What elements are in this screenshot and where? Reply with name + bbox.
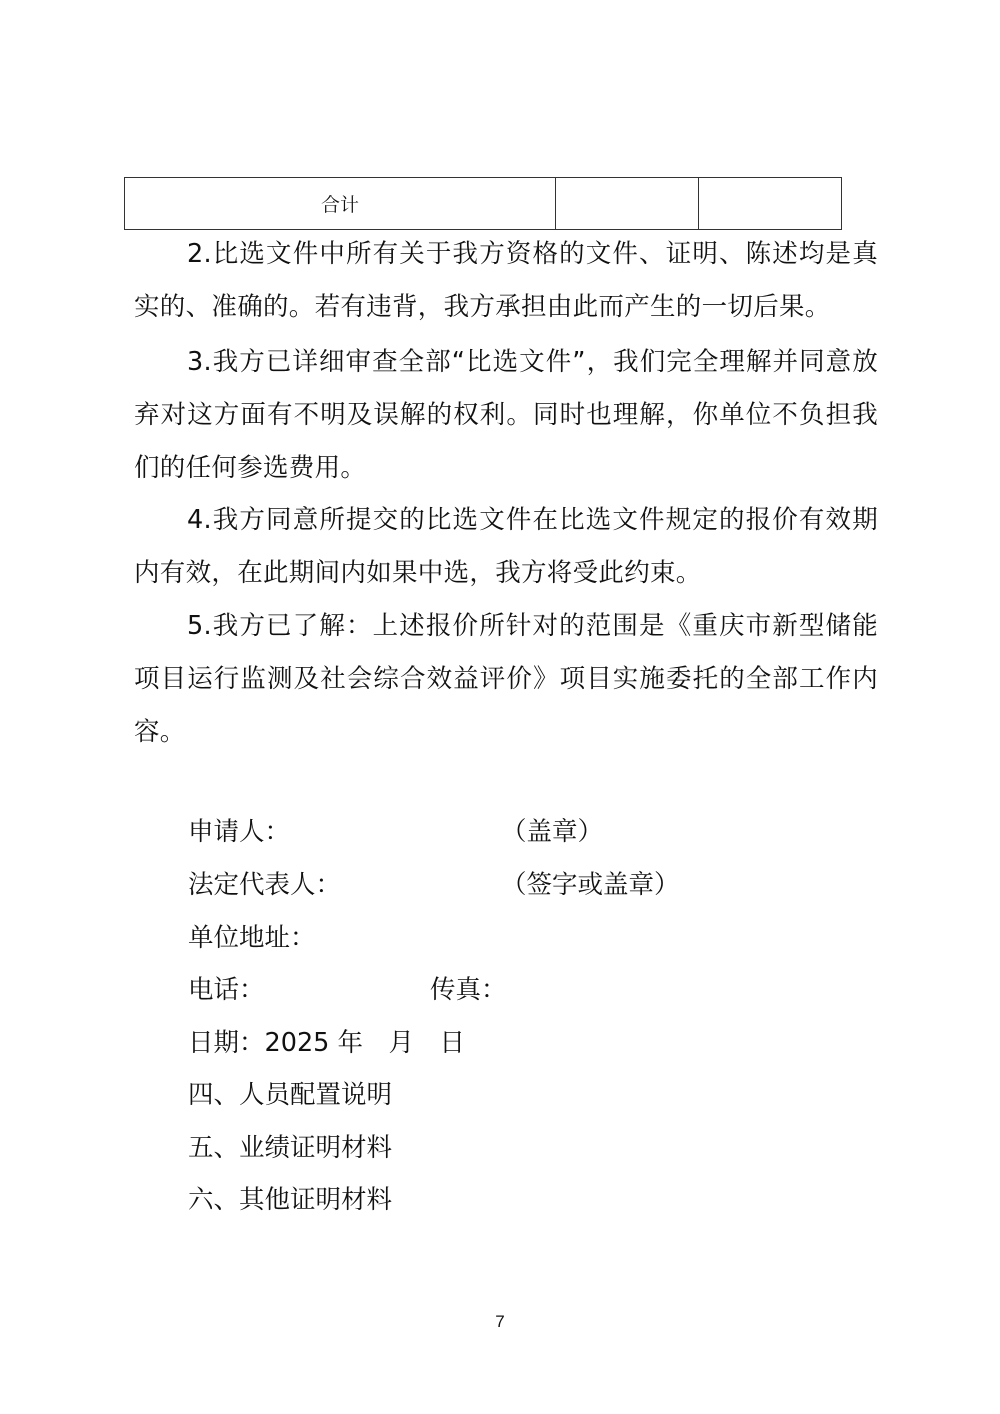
address-line bbox=[188, 912, 316, 965]
legal-rep-label: 法定代表人： bbox=[188, 870, 342, 900]
table-row bbox=[125, 178, 842, 230]
date-line: 日期：2025 年 月 日 bbox=[188, 1028, 466, 1058]
section-heading-6: 六、其他证明材料 bbox=[188, 1185, 393, 1215]
applicant-label: 申请人： bbox=[188, 817, 291, 847]
paragraph-2: 2.比选文件中所有关于我方资格的文件、证明、陈述均是真实的、准确的。若有违背，我方承担由此而产生的一切后果。 bbox=[134, 239, 878, 322]
phone-label: 电话： bbox=[188, 975, 265, 1005]
paragraph-3: 3.我方已详细审查全部“比选文件”，我们完全理解并同意放弃对这方面有不明及误解的权利。同时也理解，你单位不负担我们的任何参选费用。 bbox=[134, 347, 878, 483]
applicant-seal-note: （盖章） bbox=[501, 817, 604, 847]
legal-rep-seal-note: （签字或盖章） bbox=[501, 870, 680, 900]
section-heading-5: 五、业绩证明材料 bbox=[188, 1133, 393, 1163]
paragraph-5: 5.我方已了解：上述报价所针对的范围是《重庆市新型储能项目运行监测及社会综合效益评价》项目实施委托的全部工作内容。 bbox=[134, 611, 878, 747]
total-label-cell: 合计 bbox=[125, 178, 556, 230]
section-heading-4: 四、人员配置说明 bbox=[188, 1080, 393, 1110]
page-number: 7 bbox=[495, 1312, 505, 1331]
total-value-cell-1 bbox=[556, 178, 699, 230]
paragraph-4: 4.我方同意所提交的比选文件在比选文件规定的报价有效期内有效，在此期间内如果中选，我方将受此约束。 bbox=[134, 505, 878, 588]
legal-rep-line bbox=[188, 859, 680, 912]
total-value-cell-2 bbox=[699, 178, 842, 230]
address-label: 单位地址： bbox=[188, 923, 316, 953]
applicant-line bbox=[188, 806, 604, 859]
phone-fax-line bbox=[188, 964, 507, 1017]
total-table bbox=[124, 177, 842, 230]
fax-label: 传真： bbox=[430, 975, 507, 1005]
